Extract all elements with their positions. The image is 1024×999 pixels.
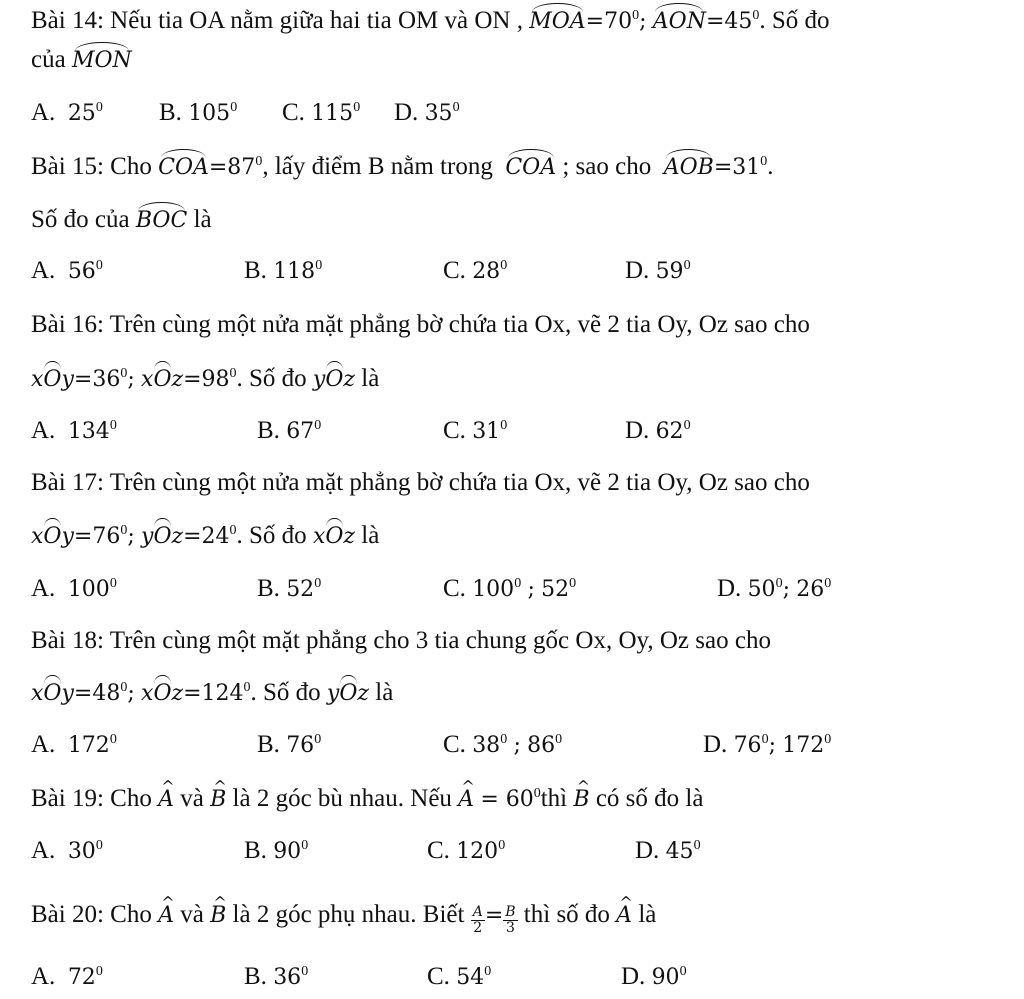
option-b: B. $118^0$ [244,257,323,284]
angle-a-hat: ^ A [158,785,174,815]
option-a: A. $134^0$ [31,417,117,444]
problem-19-title: Bài 19: [31,785,104,812]
option-d: D. $90^0$ [621,963,687,990]
angle-yoz: O [339,679,357,709]
problem-14-title: Bài 14: [31,7,104,34]
option-a: A. $72^0$ [31,963,103,990]
problem-17-line-2: $xOy=76^0$; $yOz=24^0$. Số đo xOz là [31,521,379,552]
fraction-a-over-2: $\frac{A}{2}$ [472,904,483,936]
option-d: D. $50^0$; $26^0$ [717,575,832,602]
option-c: C. $115^0$ [282,99,361,126]
problem-17-title: Bài 17: [31,469,104,496]
angle-yoz: O [325,365,343,395]
angle-xoy: O [43,522,61,552]
problem-14-line-2: của MON [31,45,132,76]
problem-15-line-1: Bài 15: Cho $COA=87^0$, lấy điểm B nằm trong COA ; sao cho $AOB=31^0$. [31,152,774,183]
option-b: B. $52^0$ [257,575,322,602]
problem-16-line-2: $xOy=36^0$; $xOz=98^0$. Số đo yOz là [31,364,379,395]
option-a: A. $100^0$ [31,575,117,602]
angle-moa: MOA [529,7,585,37]
problem-15-line-2: Số đo của BOC là [31,205,212,236]
angle-xoz: O [153,365,171,395]
problem-19-line-1: Bài 19: Cho ^ A và ^ B là 2 góc bù nhau. Nếu ^ $A = 60^0thì$ ^ B có số đo là [31,784,703,815]
option-d: D. $45^0$ [635,837,701,864]
angle-boc: BOC [136,206,187,236]
problem-16-line-1: Bài 16: Trên cùng một nửa mặt phẳng bờ chứa tia Ox, vẽ 2 tia Oy, Oz sao cho [31,311,810,338]
option-c: C. $31^0$ [443,417,508,444]
problem-18-line-1: Bài 18: Trên cùng một mặt phẳng cho 3 tia chung gốc Ox, Oy, Oz sao cho [31,627,771,654]
option-b: B. $105^0$ [159,99,238,126]
angle-b-hat: ^ B [210,901,226,931]
option-b: B. $67^0$ [257,417,322,444]
option-b: B. $90^0$ [244,837,309,864]
problem-14-line-1: Bài 14: Nếu tia OA nằm giữa hai tia OM và ON , $MOA=70^0$; $AON=45^0$. Số đo [31,6,830,37]
problem-18-line-2: $xOy=48^0$; $xOz=124^0$. Số đo yOz là [31,678,393,709]
option-a: A. $56^0$ [31,257,103,284]
option-a: A. $25^0$ [31,99,103,126]
angle-xoy: O [43,679,61,709]
option-a: A. $172^0$ [31,731,117,758]
option-c: C. $100^0$ ; $52^0$ [443,575,577,602]
problem-16-title: Bài 16: [31,311,104,338]
problem-17-line-1: Bài 17: Trên cùng một nửa mặt phẳng bờ chứa tia Ox, vẽ 2 tia Oy, Oz sao cho [31,469,810,496]
problem-20-title: Bài 20: [31,901,104,928]
angle-coa-2: COA [505,153,556,183]
option-d: D. $62^0$ [625,417,691,444]
angle-aon: AON [653,7,706,37]
option-d: D. $59^0$ [625,257,691,284]
option-b: B. $76^0$ [257,731,322,758]
fraction-b-over-3: $\frac{B}{3}$ [505,904,516,936]
option-c: C. $28^0$ [443,257,508,284]
problem-18-title: Bài 18: [31,627,104,654]
problem-20-line-1: Bài 20: Cho ^ A và ^ B là 2 góc phụ nhau. Biết $\frac{A}{2}$ = $\frac{B}{3}$ thì số đo ^ A là [31,900,656,936]
option-b: B. $36^0$ [244,963,309,990]
angle-xoz: O [325,522,343,552]
option-d: D. $35^0$ [394,99,460,126]
angle-coa: COA [158,153,209,183]
angle-xoz: O [153,679,171,709]
angle-b-hat: ^ B [210,785,226,815]
option-a: A. $30^0$ [31,837,103,864]
option-c: C. $38^0$ ; $86^0$ [443,731,563,758]
option-c: C. $54^0$ [427,963,492,990]
option-d: D. $76^0$; $172^0$ [703,731,832,758]
option-c: C. $120^0$ [427,837,506,864]
angle-mon: MON [72,46,132,76]
problem-15-title: Bài 15: [31,153,104,180]
angle-a-hat: ^ A [158,901,174,931]
angle-aob: AOB [664,153,714,183]
angle-yoz: O [153,522,171,552]
angle-xoy: O [43,365,61,395]
